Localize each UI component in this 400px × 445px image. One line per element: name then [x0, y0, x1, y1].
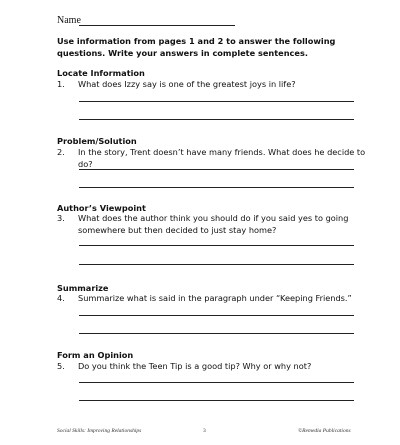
name-label: Name [57, 15, 81, 26]
question-text: What does the author think you should do if you said yes to going somewhere but then decided to just stay home? [78, 213, 349, 235]
question-number: 1. [57, 79, 65, 89]
question-number: 2. [57, 147, 65, 157]
answer-line[interactable] [79, 333, 354, 334]
name-field[interactable] [79, 25, 235, 26]
answer-line[interactable] [79, 315, 354, 316]
section-title-form-an-opinion: Form an Opinion [57, 350, 134, 360]
answer-line[interactable] [79, 382, 354, 383]
footer-title: Social Skills: Improving Relationships [57, 428, 142, 434]
question-text: Summarize what is said in the paragraph under “Keeping Friends.” [78, 293, 352, 303]
footer-publisher: ©Remedia Publications [298, 428, 351, 434]
section-title-locate-information: Locate Information [57, 68, 145, 78]
page-number: 3 [203, 428, 206, 434]
section-title-problem-solution: Problem/Solution [57, 136, 137, 146]
section-title-summarize: Summarize [57, 283, 109, 293]
answer-line[interactable] [79, 101, 354, 102]
instructions: Use information from pages 1 and 2 to answer the following questions. Write your answers in complete sentences. [57, 36, 336, 58]
answer-line[interactable] [79, 245, 354, 246]
answer-line[interactable] [79, 400, 354, 401]
question-number: 5. [57, 361, 65, 371]
answer-line[interactable] [79, 119, 354, 120]
answer-line[interactable] [79, 169, 354, 170]
answer-line[interactable] [79, 264, 354, 265]
section-title-authors-viewpoint: Author’s Viewpoint [57, 203, 146, 213]
question-number: 4. [57, 293, 65, 303]
question-text: Do you think the Teen Tip is a good tip? Why or why not? [78, 361, 312, 371]
question-number: 3. [57, 213, 65, 223]
question-text: What does Izzy say is one of the greatest joys in life? [78, 79, 296, 89]
question-text: In the story, Trent doesn’t have many friends. What does he decide to do? [78, 147, 366, 169]
answer-line[interactable] [79, 187, 354, 188]
